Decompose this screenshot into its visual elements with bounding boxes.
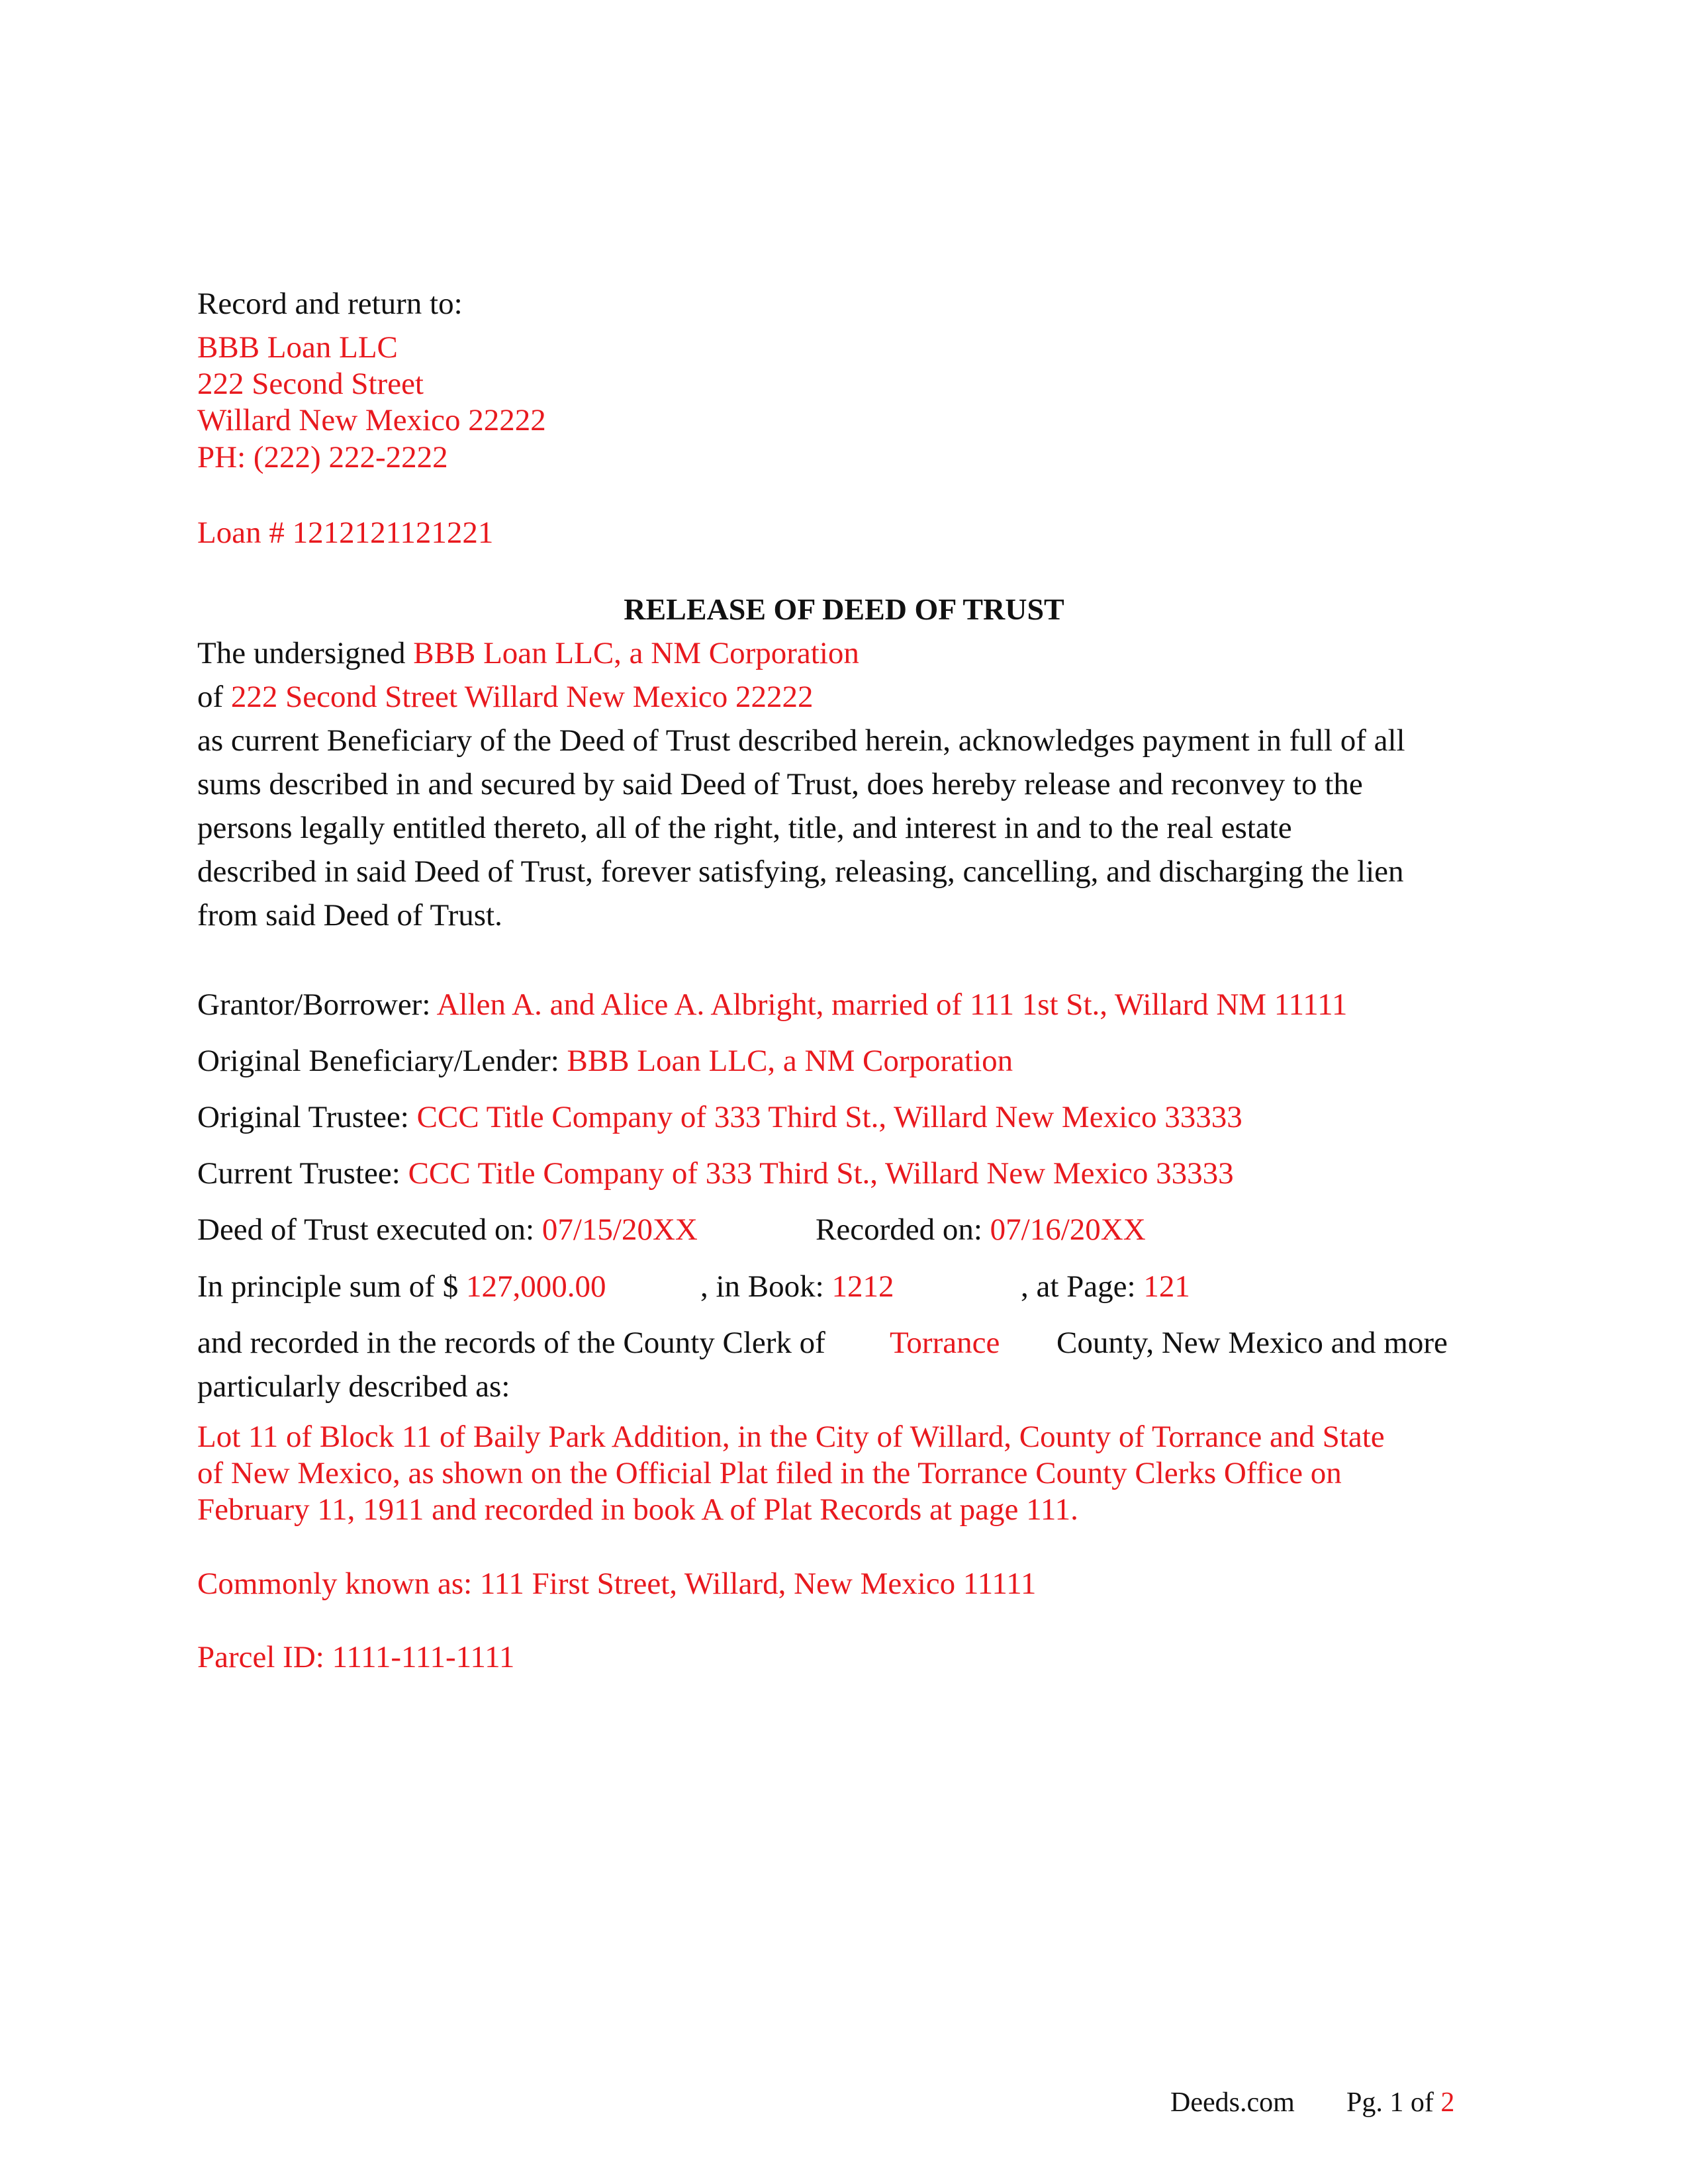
grantor-line [197,989,1347,1021]
county-prefix: and recorded in the records of the County Clerk of [197,1326,825,1360]
return-city: Willard New Mexico 22222 [197,403,546,437]
recorded-label: Recorded on: [816,1212,982,1247]
orig-beneficiary-value: BBB Loan LLC, a NM Corporation [567,1044,1013,1078]
orig-beneficiary-line [197,1046,1013,1077]
legal-line: Lot 11 of Block 11 of Baily Park Addition, in the City of Willard, County of Torrance and State [197,1420,1385,1454]
executed-value: 07/15/20XX [541,1212,698,1247]
recorded-value: 07/16/20XX [990,1212,1146,1247]
orig-trustee-value: CCC Title Company of 333 Third St., Willard New Mexico 33333 [416,1100,1243,1134]
orig-trustee-line [197,1102,1243,1133]
paragraph-line: persons legally entitled thereto, all of the right, title, and interest in and to the real estate [197,811,1292,845]
return-name: BBB Loan LLC [197,330,398,365]
page-label: , at Page: [1021,1269,1136,1304]
commonly-known-as: Commonly known as: 111 First Street, Willard, New Mexico 11111 [197,1567,1037,1601]
record-return-label: Record and return to: [197,287,463,321]
undersigned-line [197,638,859,669]
paragraph-line: from said Deed of Trust. [197,898,502,933]
undersigned-address-line [197,682,814,713]
document-title: RELEASE OF DEED OF TRUST [624,592,1064,626]
described-as: particularly described as: [197,1369,510,1404]
principal-label: In principle sum of $ [197,1269,459,1304]
principal-value: 127,000.00 [465,1269,606,1304]
county-suffix: County, New Mexico and more [1056,1326,1448,1360]
book-value: 1212 [831,1269,894,1304]
undersigned-address: 222 Second Street Willard New Mexico 22222 [230,680,814,714]
undersigned-label: The undersigned [197,636,406,670]
undersigned-value: BBB Loan LLC, a NM Corporation [413,636,859,670]
legal-line: of New Mexico, as shown on the Official Plat filed in the Torrance County Clerks Office on [197,1456,1342,1490]
paragraph-line: sums described in and secured by said Deed of Trust, does hereby release and reconvey to the [197,767,1363,801]
footer-page-number [1346,2089,1454,2116]
grantor-label: Grantor/Borrower: [197,987,431,1022]
executed-label: Deed of Trust executed on: [197,1212,535,1247]
recorded-line [816,1214,1146,1246]
page-prefix: Pg. [1346,2087,1383,2118]
curr-trustee-value: CCC Title Company of 333 Third St., Willard New Mexico 33333 [408,1156,1234,1191]
return-phone: PH: (222) 222-2222 [197,440,448,475]
parcel-id: Parcel ID: 1111-111-1111 [197,1640,515,1674]
county-value: Torrance [890,1326,1000,1360]
orig-trustee-label: Original Trustee: [197,1100,409,1134]
paragraph-line: as current Beneficiary of the Deed of Trust described herein, acknowledges payment in full of all [197,723,1405,758]
loan-number: Loan # 1212121121221 [197,516,494,550]
page-line [1021,1271,1190,1302]
legal-line: February 11, 1911 and recorded in book A of Plat Records at page 111. [197,1492,1078,1527]
orig-beneficiary-label: Original Beneficiary/Lender: [197,1044,559,1078]
book-line [700,1271,894,1302]
grantor-value: Allen A. and Alice A. Albright, married of 111 1st St., Willard NM 11111 [436,987,1348,1022]
paragraph-line: described in said Deed of Trust, forever satisfying, releasing, cancelling, and discharging the lien [197,854,1404,889]
curr-trustee-line [197,1158,1234,1189]
page-current: 1 [1389,2087,1404,2118]
footer-site: Deeds.com [1170,2087,1295,2118]
page-total: 2 [1440,2087,1455,2118]
page-of: of [1410,2087,1434,2118]
book-label: , in Book: [700,1269,824,1304]
principal-line [197,1271,606,1302]
return-street: 222 Second Street [197,367,424,401]
of-label: of [197,680,224,714]
page-value: 121 [1143,1269,1190,1304]
curr-trustee-label: Current Trustee: [197,1156,400,1191]
executed-line [197,1214,698,1246]
